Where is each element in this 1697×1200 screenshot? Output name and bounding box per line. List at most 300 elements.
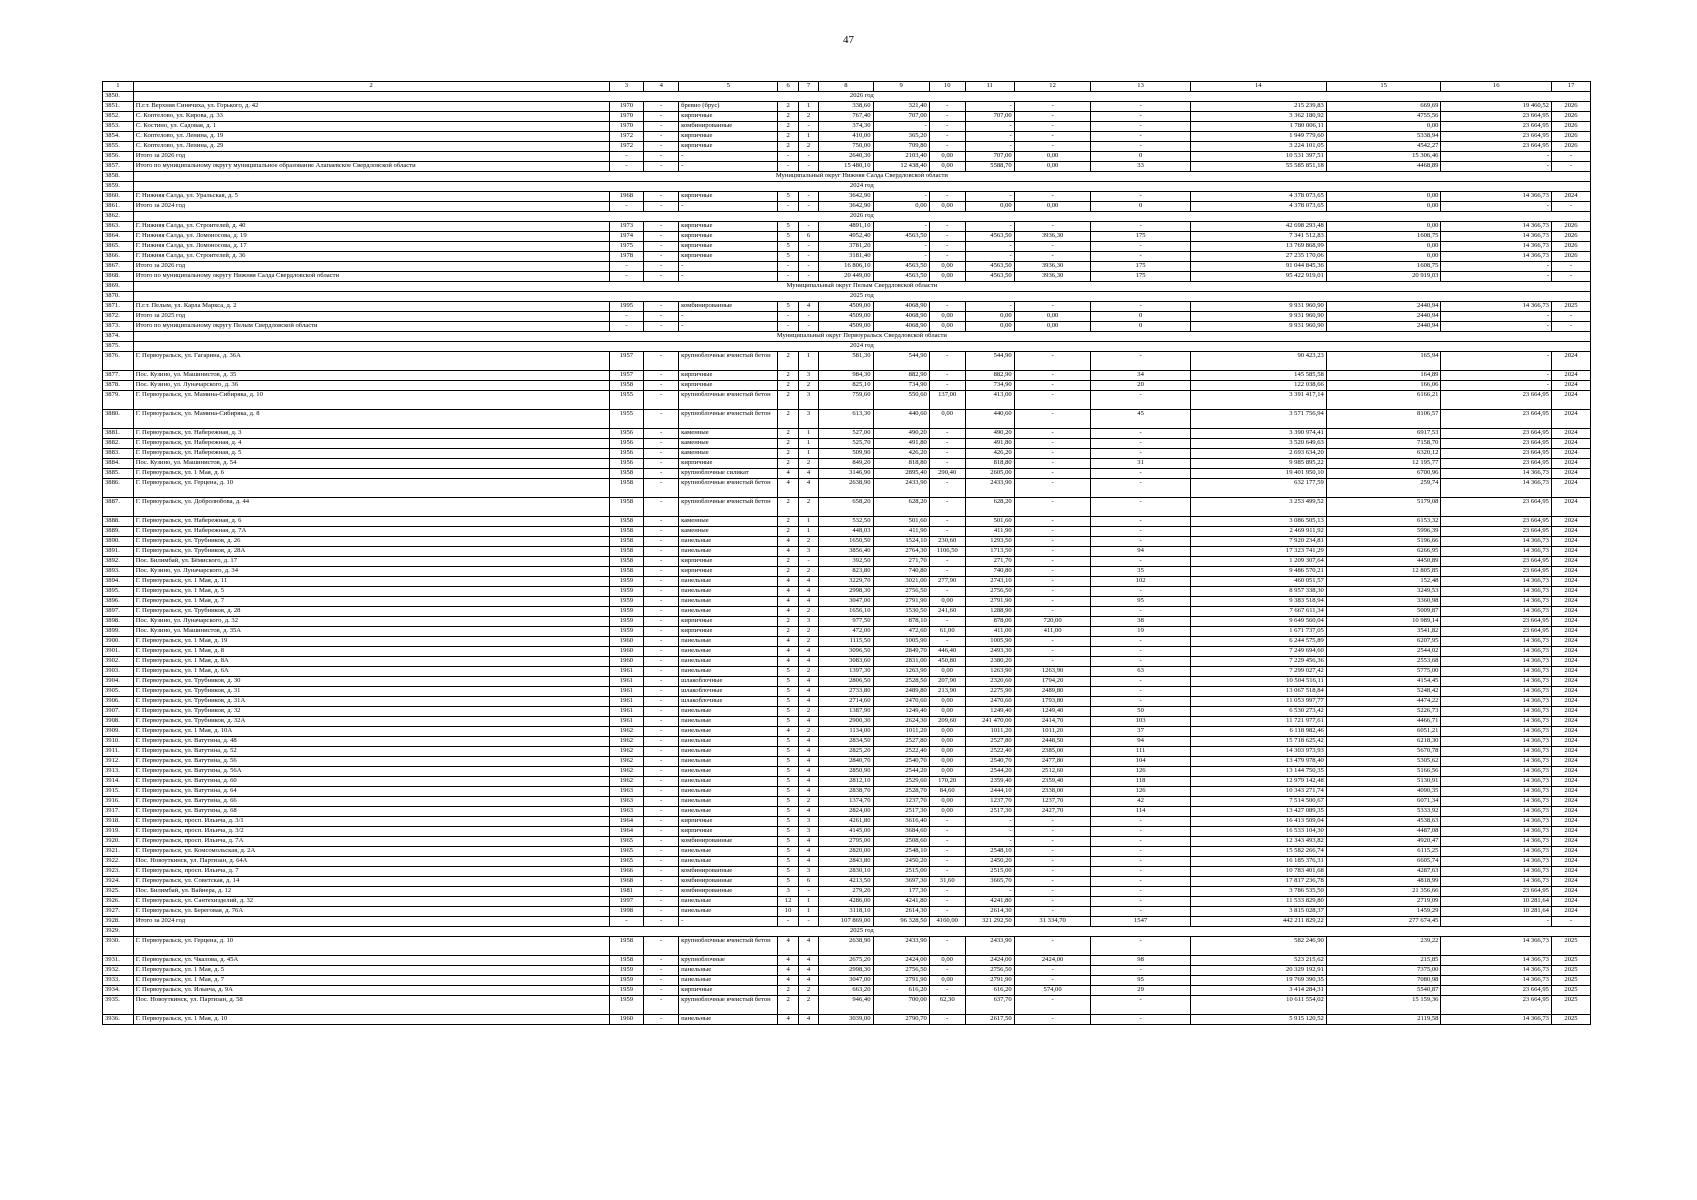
address-cell: Г. Первоуральск, ул. Герцена, д. 10 <box>133 937 609 956</box>
table-cell: шлакоблочные <box>679 677 778 687</box>
address-cell: Г. Первоуральск, ул. Трубников, д. 31А <box>133 697 609 707</box>
table-cell: - <box>929 479 965 498</box>
table-cell: 734,90 <box>873 381 929 391</box>
table-cell: 11 533 829,80 <box>1190 897 1326 907</box>
table-cell: 277 674,45 <box>1326 917 1441 927</box>
table-cell: 523 215,62 <box>1190 956 1326 966</box>
address-cell: Г. Первоуральск, ул. Набережная, д. 5 <box>133 449 609 459</box>
table-cell: 14 366,73 <box>1441 857 1552 867</box>
table-cell: 14 366,73 <box>1441 847 1552 857</box>
table-cell: 7080,98 <box>1326 976 1441 986</box>
table-cell: панельные <box>679 737 778 747</box>
table-cell: 4450,89 <box>1326 557 1441 567</box>
table-cell: 4 <box>798 597 818 607</box>
table-cell: 818,80 <box>873 459 929 469</box>
table-cell: 5333,92 <box>1326 807 1441 817</box>
table-cell: 107 869,00 <box>819 917 873 927</box>
table-cell: 2024 <box>1551 837 1590 847</box>
table-cell: 118 <box>1091 777 1190 787</box>
table-cell: 17 817 236,78 <box>1190 877 1326 887</box>
table-cell: 448,03 <box>819 527 873 537</box>
table-cell: 4 <box>798 787 818 797</box>
row-number-cell: 3855. <box>103 142 134 152</box>
table-cell: 2791,90 <box>873 597 929 607</box>
table-cell: 440,60 <box>873 410 929 429</box>
table-cell: 1 <box>798 907 818 917</box>
table-cell: - <box>1441 202 1552 212</box>
table-cell: 2838,70 <box>819 787 873 797</box>
row-number-cell: 3892. <box>103 557 134 567</box>
table-cell: 2119,58 <box>1326 1015 1441 1025</box>
table-cell: - <box>1014 222 1091 232</box>
table-cell: 4160,00 <box>929 917 965 927</box>
table-cell: - <box>644 727 679 737</box>
table-cell: - <box>929 449 965 459</box>
table-cell: панельные <box>679 777 778 787</box>
table-cell: 2477,80 <box>1014 757 1091 767</box>
table-cell: 882,90 <box>873 371 929 381</box>
table-cell: 3 <box>798 410 818 429</box>
table-cell: - <box>1014 976 1091 986</box>
table-cell: 166,06 <box>1326 381 1441 391</box>
table-cell: 2024 <box>1551 647 1590 657</box>
table-row <box>103 777 1591 787</box>
table-cell: - <box>1551 322 1590 332</box>
table-cell: 35 <box>1091 567 1190 577</box>
table-cell: - <box>1014 102 1091 112</box>
section-heading-row <box>103 927 1591 937</box>
table-cell: 2440,94 <box>1326 312 1441 322</box>
address-cell: Г. Первоуральск, ул. Ватутина, д. 60 <box>133 777 609 787</box>
table-cell: 0,00 <box>1326 252 1441 262</box>
table-cell: 2024 <box>1551 847 1590 857</box>
table-row <box>103 857 1591 867</box>
table-cell: 23 664,95 <box>1441 557 1552 567</box>
table-cell: крупноблочные <box>679 956 778 966</box>
section-heading-cell: 2024 год <box>133 182 1590 192</box>
table-cell: 145 585,58 <box>1190 371 1326 381</box>
table-cell: 490,20 <box>965 429 1014 439</box>
table-cell: 2756,50 <box>965 587 1014 597</box>
table-cell: 3 786 535,50 <box>1190 887 1326 897</box>
table-cell: 14 366,73 <box>1441 956 1552 966</box>
table-cell: 5 <box>778 867 798 877</box>
table-cell: 3 815 028,37 <box>1190 907 1326 917</box>
table-cell: - <box>929 242 965 252</box>
table-cell: - <box>1551 152 1590 162</box>
table-cell: 31 334,70 <box>1014 917 1091 927</box>
table-cell: 14 366,73 <box>1441 867 1552 877</box>
address-cell: Итого за 2026 год <box>133 262 609 272</box>
table-cell: - <box>1014 381 1091 391</box>
table-cell: - <box>929 557 965 567</box>
table-cell: - <box>778 917 798 927</box>
row-number-cell: 3917. <box>103 807 134 817</box>
table-cell: 1650,50 <box>819 537 873 547</box>
table-cell: 1958 <box>609 381 644 391</box>
row-number-cell: 3899. <box>103 627 134 637</box>
table-cell: 1249,40 <box>965 707 1014 717</box>
table-cell: - <box>929 439 965 449</box>
table-cell: 3665,70 <box>965 877 1014 887</box>
table-cell: 0,00 <box>929 807 965 817</box>
table-cell: - <box>644 767 679 777</box>
table-cell: 175 <box>1091 232 1190 242</box>
table-cell: 19 401 950,10 <box>1190 469 1326 479</box>
table-cell: - <box>644 757 679 767</box>
table-cell: 1998 <box>609 907 644 917</box>
table-cell: 5 <box>778 807 798 817</box>
table-cell: 3360,98 <box>1326 597 1441 607</box>
row-number-cell: 3879. <box>103 391 134 410</box>
address-cell: Пос. Кузино, ул. Машинистов, д. 35А <box>133 627 609 637</box>
table-cell: 2517,30 <box>965 807 1014 817</box>
table-cell: 2489,80 <box>1014 687 1091 697</box>
table-cell: 3096,50 <box>819 647 873 657</box>
table-cell: 525,70 <box>819 439 873 449</box>
table-cell: 5 <box>778 857 798 867</box>
table-cell: - <box>929 302 965 312</box>
table-cell: 2024 <box>1551 797 1590 807</box>
table-cell: 574,00 <box>1014 986 1091 996</box>
table-cell: 2840,70 <box>819 757 873 767</box>
table-cell: 215,85 <box>1326 956 1441 966</box>
table-cell: 14 366,73 <box>1441 647 1552 657</box>
table-row <box>103 202 1591 212</box>
table-cell: 1 209 307,64 <box>1190 557 1326 567</box>
table-cell: 3936,30 <box>1014 272 1091 282</box>
table-cell: - <box>1014 647 1091 657</box>
table-cell: крупноблочные ячеистый бетон <box>679 352 778 371</box>
address-cell: Г. Первоуральск, просп. Ильича, д. 7А <box>133 837 609 847</box>
address-cell: С. Коптелово, ул. Ленина, д. 29 <box>133 142 609 152</box>
table-cell: - <box>644 192 679 202</box>
row-number-cell: 3878. <box>103 381 134 391</box>
table-cell: 6 <box>798 232 818 242</box>
row-number-cell: 3883. <box>103 449 134 459</box>
address-cell: Итого по муниципальному округу Нижняя Салда Свердловской области <box>133 272 609 282</box>
address-cell: Пос. Кузино, ул. Луначарского, д. 32 <box>133 617 609 627</box>
table-cell: комбинированные <box>679 877 778 887</box>
table-cell: 3 <box>798 867 818 877</box>
table-cell: - <box>1091 192 1190 202</box>
table-cell: 14 366,73 <box>1441 587 1552 597</box>
row-number-cell: 3889. <box>103 527 134 537</box>
table-cell: 4 <box>798 757 818 767</box>
table-cell: - <box>644 677 679 687</box>
table-cell: 4 <box>798 937 818 956</box>
table-cell: 5 <box>778 667 798 677</box>
row-number-cell: 3921. <box>103 847 134 857</box>
table-cell: 2614,30 <box>873 907 929 917</box>
table-cell: 4 <box>798 966 818 976</box>
table-cell: - <box>679 162 778 172</box>
table-cell: 2806,50 <box>819 677 873 687</box>
table-cell: 14 366,73 <box>1441 232 1552 242</box>
table-cell: - <box>644 637 679 647</box>
table-cell: - <box>1014 459 1091 469</box>
table-cell: 14 366,73 <box>1441 966 1552 976</box>
table-cell: 2790,70 <box>873 1015 929 1025</box>
table-cell: 4261,80 <box>819 817 873 827</box>
table-cell: 95 <box>1091 597 1190 607</box>
table-cell: - <box>679 917 778 927</box>
table-cell: - <box>929 617 965 627</box>
column-number-row <box>103 82 1591 92</box>
table-cell: 1978 <box>609 252 644 262</box>
table-cell: 4 <box>778 1015 798 1025</box>
row-number-cell: 3905. <box>103 687 134 697</box>
table-cell: - <box>1014 439 1091 449</box>
table-cell: кирпичные <box>679 252 778 262</box>
table-cell: - <box>798 222 818 232</box>
table-cell: 94 <box>1091 547 1190 557</box>
table-cell: крупноблочные ячеистый бетон <box>679 410 778 429</box>
table-cell: 2024 <box>1551 597 1590 607</box>
table-cell: 2024 <box>1551 817 1590 827</box>
table-cell: 0,00 <box>929 152 965 162</box>
table-cell: - <box>1091 391 1190 410</box>
table-cell: 6700,96 <box>1326 469 1441 479</box>
table-cell: 616,20 <box>965 986 1014 996</box>
table-cell: - <box>644 867 679 877</box>
table-cell: панельные <box>679 1015 778 1025</box>
row-number-cell: 3880. <box>103 410 134 429</box>
row-number-cell: 3928. <box>103 917 134 927</box>
column-number-cell: 1 <box>103 82 134 92</box>
table-cell: 1958 <box>609 469 644 479</box>
table-cell: 1005,90 <box>965 637 1014 647</box>
table-cell: 2 <box>778 132 798 142</box>
table-cell: 2024 <box>1551 727 1590 737</box>
table-cell: - <box>644 152 679 162</box>
table-cell: крупноблочные ячеистый бетон <box>679 996 778 1015</box>
table-cell: 2 <box>798 797 818 807</box>
table-cell: - <box>965 302 1014 312</box>
table-cell: панельные <box>679 907 778 917</box>
table-cell: 2605,00 <box>965 469 1014 479</box>
table-cell: 1 <box>798 439 818 449</box>
table-row <box>103 597 1591 607</box>
table-cell: 84,60 <box>929 787 965 797</box>
table-cell: - <box>609 272 644 282</box>
table-cell: - <box>1091 887 1190 897</box>
row-number-cell: 3850. <box>103 92 134 102</box>
table-cell: 0,00 <box>929 322 965 332</box>
table-cell: 582 246,90 <box>1190 937 1326 956</box>
table-cell: - <box>644 667 679 677</box>
address-cell: Г. Первоуральск, ул. Трубников, д. 26 <box>133 537 609 547</box>
table-cell: 3 253 499,52 <box>1190 498 1326 517</box>
table-cell: 532,50 <box>819 517 873 527</box>
table-cell: - <box>1091 847 1190 857</box>
table-cell: - <box>929 907 965 917</box>
table-cell: 14 366,73 <box>1441 242 1552 252</box>
table-cell: 2517,30 <box>873 807 929 817</box>
table-cell: - <box>1014 498 1091 517</box>
row-number-cell: 3934. <box>103 986 134 996</box>
address-cell: Итого за 2025 год <box>133 312 609 322</box>
table-cell: - <box>929 232 965 242</box>
table-cell: - <box>1014 302 1091 312</box>
table-cell: 4 <box>798 587 818 597</box>
table-cell: 2795,00 <box>819 837 873 847</box>
table-cell: 4 378 073,65 <box>1190 192 1326 202</box>
table-cell: - <box>1091 439 1190 449</box>
table-cell: - <box>1551 262 1590 272</box>
table-cell: 14 366,73 <box>1441 677 1552 687</box>
section-heading-row <box>103 212 1591 222</box>
table-cell: 14 366,73 <box>1441 1015 1552 1025</box>
row-number-cell: 3873. <box>103 322 134 332</box>
table-cell: 1237,70 <box>1014 797 1091 807</box>
table-cell: - <box>1014 937 1091 956</box>
table-cell: 2 <box>798 986 818 996</box>
table-cell: 2508,60 <box>873 837 929 847</box>
table-cell: 4 <box>778 937 798 956</box>
table-cell: 95 422 919,01 <box>1190 272 1326 282</box>
table-cell: - <box>644 607 679 617</box>
table-cell: панельные <box>679 647 778 657</box>
table-cell: 411,00 <box>965 627 1014 637</box>
table-cell: 4509,00 <box>819 302 873 312</box>
table-cell: 4213,50 <box>819 877 873 887</box>
table-cell: - <box>644 996 679 1015</box>
row-number-cell: 3854. <box>103 132 134 142</box>
row-number-cell: 3913. <box>103 767 134 777</box>
table-cell: - <box>929 817 965 827</box>
table-cell: 15 480,10 <box>819 162 873 172</box>
table-cell: 3541,82 <box>1326 627 1441 637</box>
table-cell: - <box>644 817 679 827</box>
table-cell: - <box>1551 917 1590 927</box>
table-cell: 3249,53 <box>1326 587 1441 597</box>
table-cell: 5 <box>778 707 798 717</box>
table-cell: 5338,94 <box>1326 132 1441 142</box>
table-cell: 1959 <box>609 577 644 587</box>
table-cell: 2024 <box>1551 827 1590 837</box>
table-cell: 2 <box>778 557 798 567</box>
column-number-cell: 15 <box>1326 82 1441 92</box>
address-cell: Итого по муниципальному округу Пелым Свердловской области <box>133 322 609 332</box>
table-cell: 2830,10 <box>819 867 873 877</box>
table-cell: 1997 <box>609 897 644 907</box>
table-cell: 1957 <box>609 352 644 371</box>
row-number-cell: 3900. <box>103 637 134 647</box>
table-cell: 501,60 <box>965 517 1014 527</box>
table-cell: - <box>644 112 679 122</box>
table-cell: 2 <box>798 537 818 547</box>
table-cell: - <box>644 787 679 797</box>
table-cell: 23 664,95 <box>1441 429 1552 439</box>
table-cell: панельные <box>679 667 778 677</box>
table-cell: 6071,34 <box>1326 797 1441 807</box>
table-cell: - <box>1091 352 1190 371</box>
table-row <box>103 707 1591 717</box>
row-number-cell: 3912. <box>103 757 134 767</box>
table-cell: 2275,90 <box>965 687 1014 697</box>
row-number-cell: 3932. <box>103 966 134 976</box>
table-cell: 14 366,73 <box>1441 717 1552 727</box>
address-cell: С. Коптелово, ул. Ленина, д. 19 <box>133 132 609 142</box>
table-cell: 0,00 <box>1326 222 1441 232</box>
table-cell: 10 989,14 <box>1326 617 1441 627</box>
row-number-cell: 3875. <box>103 342 134 352</box>
table-cell: 2522,40 <box>965 747 1014 757</box>
address-cell: Г. Первоуральск, ул. Ватутина, д. 64 <box>133 787 609 797</box>
table-cell: 126 <box>1091 767 1190 777</box>
table-cell: - <box>798 312 818 322</box>
table-cell: 1011,20 <box>873 727 929 737</box>
address-cell: Г. Первоуральск, ул. Мамина-Сибиряка, д. 8 <box>133 410 609 429</box>
table-cell: 1959 <box>609 587 644 597</box>
table-cell: 14 366,73 <box>1441 707 1552 717</box>
table-cell: 4818,99 <box>1326 877 1441 887</box>
table-cell: 2 469 911,92 <box>1190 527 1326 537</box>
table-cell: 23 664,95 <box>1441 986 1552 996</box>
table-row <box>103 917 1591 927</box>
address-cell: Г. Нижняя Салда, ул. Ломоносова, д. 17 <box>133 242 609 252</box>
table-row <box>103 817 1591 827</box>
table-cell: 9 486 570,21 <box>1190 567 1326 577</box>
table-cell: 2025 <box>1551 937 1590 956</box>
table-cell: 2 <box>798 667 818 677</box>
table-cell: - <box>965 837 1014 847</box>
address-cell: Г. Нижняя Салда, ул. Строителей, д. 40 <box>133 222 609 232</box>
table-row <box>103 787 1591 797</box>
table-cell: 14 366,73 <box>1441 657 1552 667</box>
table-cell: комбинированные <box>679 302 778 312</box>
table-cell: 23 664,95 <box>1441 567 1552 577</box>
table-cell: 613,30 <box>819 410 873 429</box>
table-cell: 0,00 <box>929 162 965 172</box>
table-cell: 5226,73 <box>1326 707 1441 717</box>
table-cell: - <box>609 312 644 322</box>
table-cell: 2 <box>778 142 798 152</box>
table-cell: 5 <box>778 192 798 202</box>
table-cell: 0,00 <box>1014 152 1091 162</box>
section-heading-cell: 2025 год <box>133 927 1590 937</box>
table-cell: 2714,60 <box>819 697 873 707</box>
table-row <box>103 837 1591 847</box>
table-cell: 1972 <box>609 132 644 142</box>
table-cell: 13 144 750,35 <box>1190 767 1326 777</box>
table-cell: 239,22 <box>1326 937 1441 956</box>
address-cell: Г. Первоуральск, ул. Набережная, д. 7А <box>133 527 609 537</box>
table-cell: 7 249 694,60 <box>1190 647 1326 657</box>
table-cell: 0,00 <box>929 976 965 986</box>
table-cell: 12 805,85 <box>1326 567 1441 577</box>
table-cell: 207,90 <box>929 677 965 687</box>
table-cell: 5670,78 <box>1326 747 1441 757</box>
table-cell: 8106,57 <box>1326 410 1441 429</box>
table-row <box>103 232 1591 242</box>
table-cell: 2024 <box>1551 717 1590 727</box>
table-cell: 5 <box>778 747 798 757</box>
table-cell: 491,80 <box>873 439 929 449</box>
table-cell: 14 366,73 <box>1441 687 1552 697</box>
table-cell: 1966 <box>609 867 644 877</box>
table-cell: 14 366,73 <box>1441 547 1552 557</box>
address-cell: Г. Первоуральск, ул. 1 Мая, д. 8 <box>133 647 609 657</box>
address-cell: Г. Первоуральск, ул. 1 Мая, д. 19 <box>133 637 609 647</box>
address-cell: Г. Первоуральск, ул. Герцена, д. 10 <box>133 479 609 498</box>
table-cell: 2025 <box>1551 966 1590 976</box>
table-row <box>103 152 1591 162</box>
table-cell: 1972 <box>609 142 644 152</box>
table-cell: - <box>644 459 679 469</box>
table-cell: панельные <box>679 787 778 797</box>
